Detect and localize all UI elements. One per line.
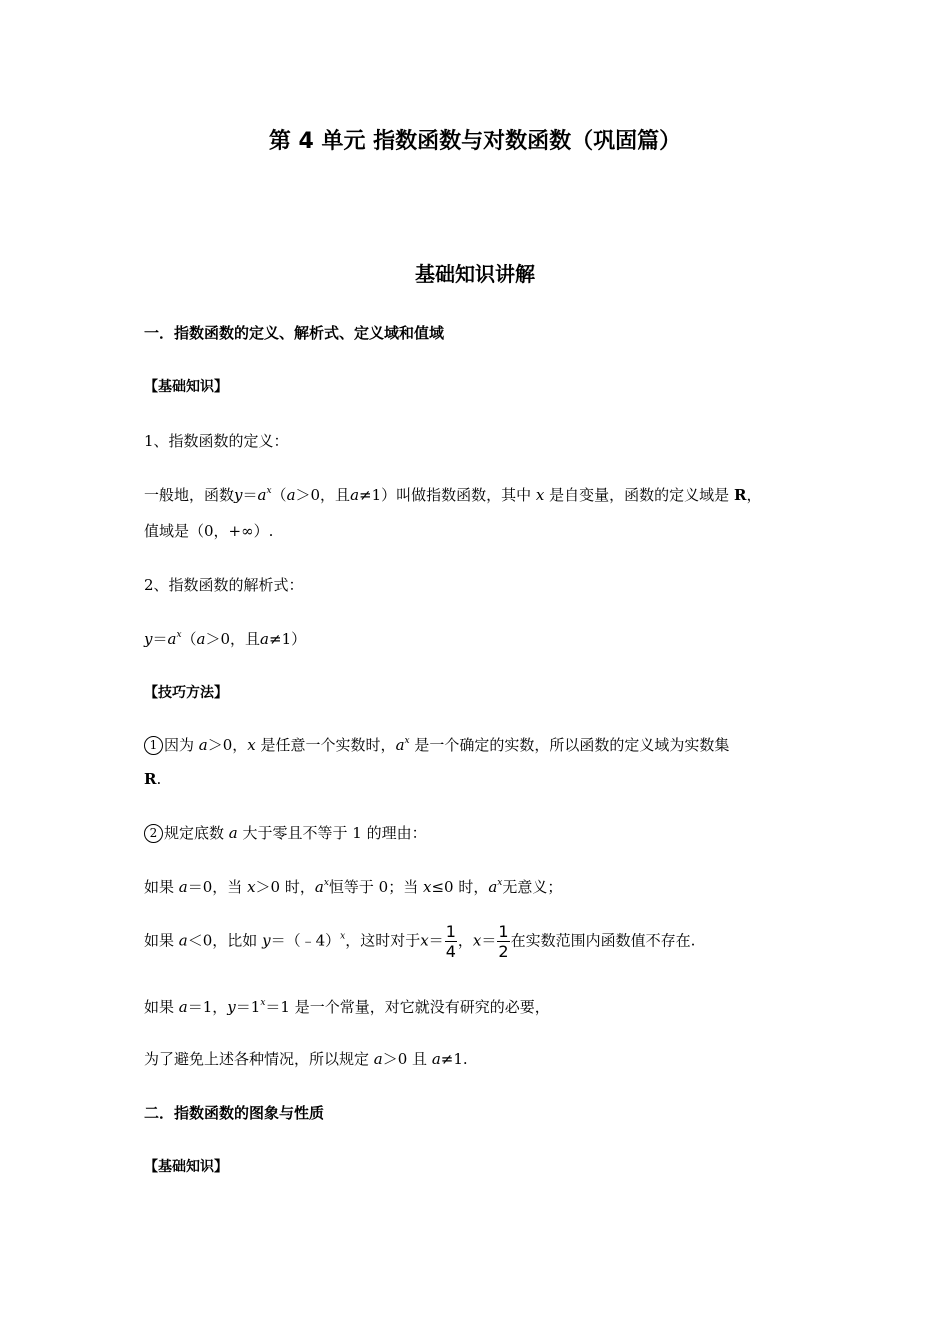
var-y: y	[234, 486, 243, 504]
fraction-one-quarter	[445, 922, 457, 961]
case-text: 恒等于 0；当	[328, 878, 419, 896]
exp-x: x	[340, 931, 346, 942]
var-a: a	[314, 878, 324, 896]
var-y: y	[262, 931, 271, 950]
exp-x: x	[323, 878, 329, 888]
formula-end: ≠1）	[269, 630, 307, 648]
case-text: ＜0，比如	[187, 931, 258, 950]
tip1-cont	[144, 770, 161, 788]
section2-basic-tag: 【基础知识】	[144, 1159, 228, 1175]
tip1-text: ＞0，	[207, 736, 248, 754]
var-a: a	[350, 486, 360, 504]
conclusion-text: 为了避免上述各种情况，所以规定	[144, 1050, 370, 1068]
fraction-denominator: 4	[445, 942, 456, 961]
exp-x: x	[266, 486, 272, 496]
case-text: 在实数范围内函数值不存在.	[510, 931, 696, 950]
exp-x: x	[260, 998, 266, 1008]
var-y: y	[144, 630, 153, 648]
fraction-numerator: 1	[445, 922, 456, 941]
def-rest: 是自变量，函数的定义域是	[549, 486, 730, 504]
tip1-line	[144, 734, 729, 755]
page-title: 第 4 单元 指数函数与对数函数（巩固篇）	[268, 129, 682, 154]
def-eq: ＝	[242, 486, 258, 504]
var-a: a	[395, 736, 405, 754]
var-a: a	[167, 630, 177, 648]
case-text: ≤0 时，	[431, 878, 489, 896]
var-a: a	[260, 630, 269, 648]
var-x: x	[420, 931, 429, 950]
var-a: a	[431, 1050, 441, 1068]
var-a: a	[257, 486, 267, 504]
case3-line	[144, 996, 550, 1017]
case-text: ＝1	[235, 998, 261, 1016]
basic-knowledge-tag: 【基础知识】	[144, 379, 228, 395]
def-cond: ＞0，且	[295, 486, 351, 504]
formula-open: （	[181, 630, 197, 648]
definition-line	[144, 484, 761, 505]
set-R: R	[144, 770, 157, 788]
tip1-text: 是任意一个实数时，	[260, 736, 396, 754]
var-a: a	[373, 1050, 383, 1068]
case-text: ＝1 是一个常量，对它就没有研究的必要，	[265, 998, 550, 1016]
conclusion-text: ＞0 且	[382, 1050, 428, 1068]
var-a: a	[198, 736, 208, 754]
set-R: R	[733, 486, 747, 504]
tip1-text: 是一个确定的实数，所以函数的定义域为实数集	[414, 736, 730, 754]
tip2-text: 大于零且不等于 1 的理由：	[242, 824, 427, 842]
case-text: ，	[457, 931, 473, 950]
case-text: 如果	[144, 878, 175, 896]
case1-line	[144, 876, 562, 897]
circled-number-1: 1	[144, 736, 163, 755]
fraction-one-half	[497, 922, 509, 961]
tip1-text: 因为	[164, 736, 195, 754]
tip2-text: 规定底数	[164, 824, 225, 842]
fraction-numerator: 1	[498, 922, 509, 941]
def-open: （	[271, 486, 287, 504]
case-text: ，这时对于	[345, 931, 421, 950]
section1-heading: 一．指数函数的定义、解析式、定义域和值域	[144, 324, 445, 342]
case-text: ＝（﹣4）	[270, 931, 341, 950]
var-a: a	[178, 931, 188, 950]
var-x: x	[535, 486, 545, 504]
var-y: y	[227, 998, 236, 1016]
var-a: a	[286, 486, 296, 504]
range-line: 值域是（0，+∞）.	[144, 522, 274, 540]
case-text: 如果	[144, 931, 175, 950]
formula-mid: ＞0，且	[205, 630, 261, 648]
var-a: a	[178, 878, 188, 896]
case-text: 如果	[144, 998, 175, 1016]
fraction-denominator: 2	[498, 942, 509, 961]
tip2-line	[144, 822, 427, 843]
var-a: a	[196, 630, 206, 648]
def-cond-end: ≠1）叫做指数函数，其中	[359, 486, 532, 504]
var-a: a	[228, 824, 238, 842]
def-comma: ，	[746, 486, 762, 504]
var-x: x	[247, 736, 256, 754]
exp-x: x	[404, 736, 410, 746]
var-x: x	[472, 931, 482, 950]
case-text: 无意义；	[502, 878, 563, 896]
var-a: a	[178, 998, 188, 1016]
conclusion-line	[144, 1048, 468, 1069]
tips-tag: 【技巧方法】	[144, 685, 228, 701]
section2-heading: 二．指数函数的图象与性质	[144, 1104, 325, 1122]
case-text: ＝	[428, 931, 444, 950]
case-text: ＞0 时，	[255, 878, 315, 896]
var-x: x	[247, 878, 256, 896]
case-text: ＝	[481, 931, 497, 950]
case-text: ＝0，当	[187, 878, 243, 896]
circled-number-2: 2	[144, 824, 163, 843]
def-text: 一般地，函数	[144, 486, 235, 504]
case-text: ＝1，	[187, 998, 228, 1016]
case2-line	[144, 922, 695, 961]
item2-title: 2、指数函数的解析式：	[144, 576, 304, 594]
var-x: x	[422, 878, 432, 896]
conclusion-text: ≠1.	[440, 1050, 468, 1068]
exp-x: x	[497, 878, 503, 888]
section-subtitle: 基础知识讲解	[415, 262, 535, 286]
item1-title: 1、指数函数的定义：	[144, 432, 289, 450]
formula-eq: ＝	[152, 630, 168, 648]
exp-x: x	[176, 630, 182, 640]
var-a: a	[488, 878, 498, 896]
formula-line	[144, 628, 306, 649]
tip1-dot: .	[156, 770, 162, 788]
